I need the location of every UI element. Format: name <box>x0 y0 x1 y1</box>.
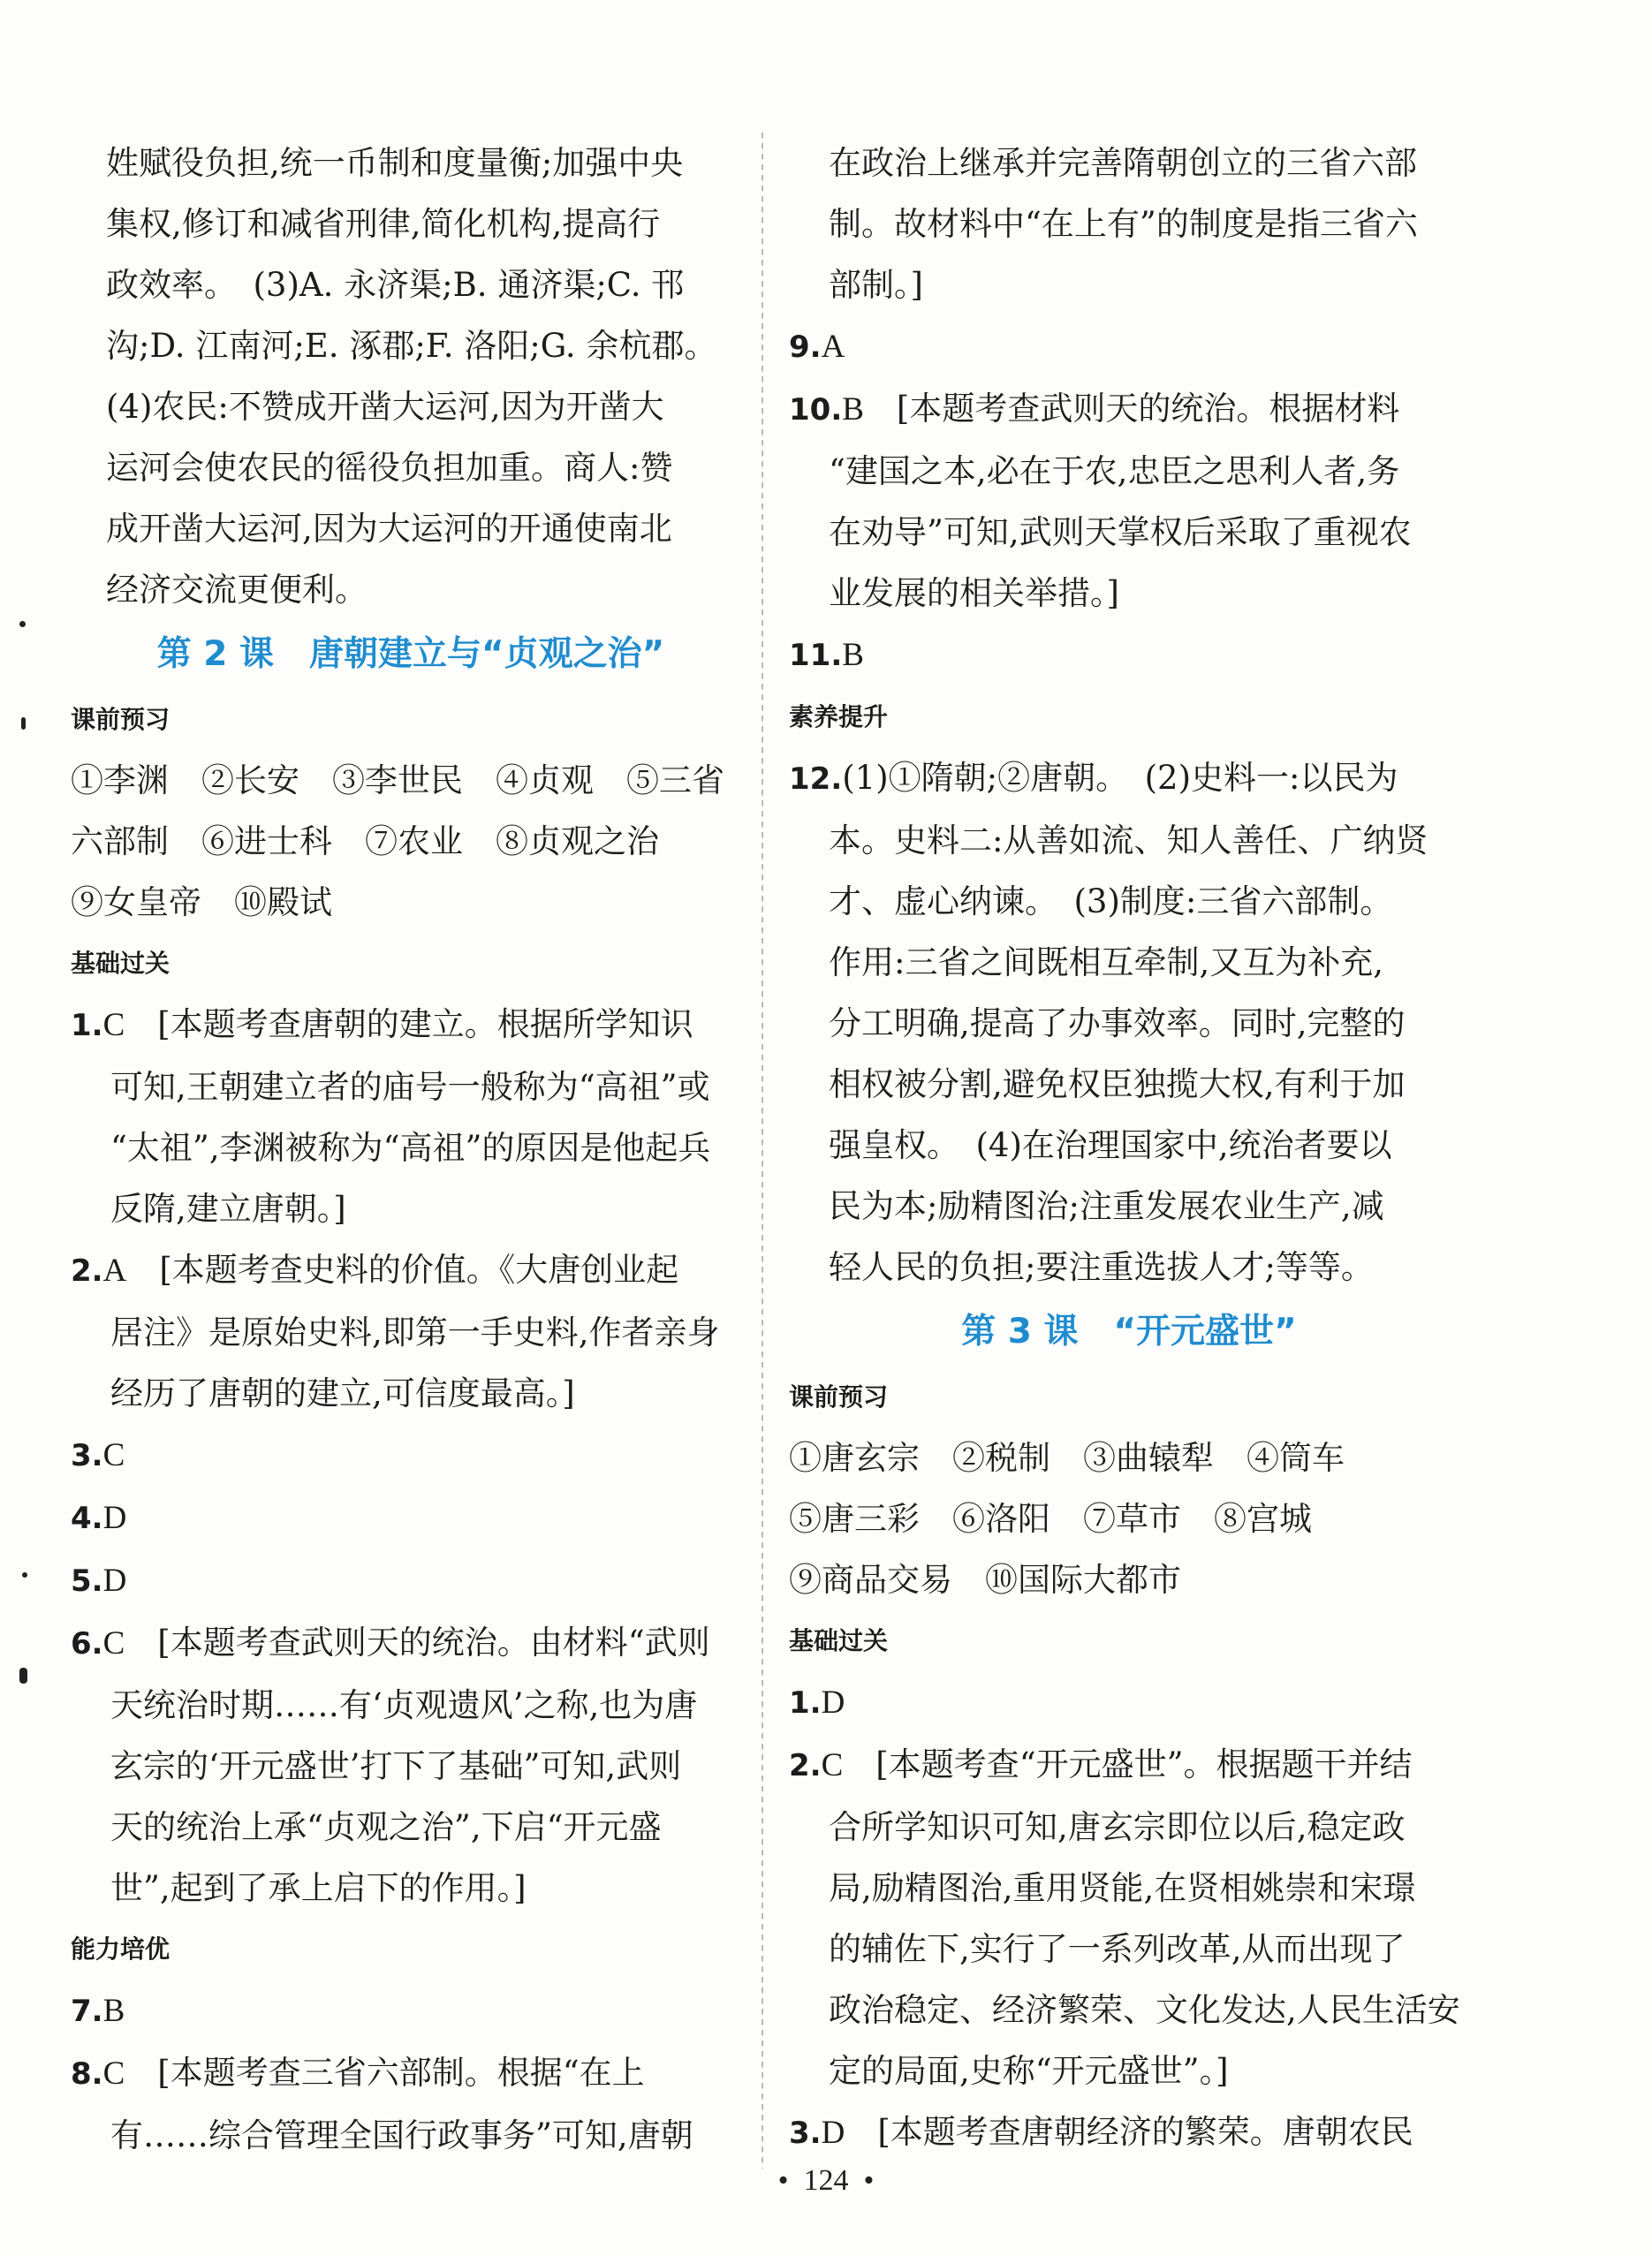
left-column <box>71 132 751 2166</box>
preview-line: 六部制 ⑥进士科 ⑦农业 ⑧贞观之治 <box>71 822 659 860</box>
column-divider <box>762 132 763 2169</box>
answer: D <box>102 1563 127 1599</box>
q-continuation-block <box>71 132 751 620</box>
lesson-number: 第 2 课 <box>156 634 275 674</box>
explanation-line: 天的统治上承“贞观之治”,下启“开元盛 <box>110 1808 662 1846</box>
question-4 <box>71 1487 751 1549</box>
explanation-line: [本题考查唐朝经济的繁荣。唐朝农民 <box>877 2113 1413 2151</box>
explanation-line: 在政治上继承并完善隋朝创立的三省六部 <box>829 144 1417 182</box>
lesson-number: 第 3 课 <box>961 1312 1079 1351</box>
question-3 <box>789 2101 1469 2164</box>
question-number: 7. <box>71 1994 103 2029</box>
explanation-line: 居注》是原始史料,即第一手史料,作者亲身 <box>110 1313 720 1351</box>
section-heading: 基础过关 <box>71 949 171 978</box>
explanation-line: 世”,起到了承上启下的作用。] <box>110 1869 527 1907</box>
question-number: 10. <box>789 392 843 428</box>
preview-line: ⑨女皇帝 ⑩殿试 <box>71 883 332 921</box>
explanation-line: 的辅佐下,实行了一系列改革,从而出现了 <box>829 1930 1406 1968</box>
text-line: 姓赋役负担,统一币制和度量衡;加强中央 <box>106 144 684 182</box>
margin-mark <box>19 1668 27 1684</box>
answer: B <box>842 391 864 428</box>
answer: B <box>842 637 864 673</box>
text-line: 集权,修订和减省刑律,简化机构,提高行 <box>106 205 661 243</box>
explanation-line: 反隋,建立唐朝。] <box>110 1190 346 1228</box>
question-number: 6. <box>71 1626 103 1662</box>
answer: D <box>102 1500 127 1536</box>
explanation-line: 定的局面,史称“开元盛世”。] <box>829 2052 1229 2090</box>
explanation-line: [本题考查武则天的统治。根据材料 <box>896 390 1400 428</box>
answer: D <box>821 2115 845 2151</box>
preview-line: ①唐玄宗 ②税制 ③曲辕犁 ④筒车 <box>789 1439 1345 1477</box>
page-number: • 124 • <box>777 2164 875 2197</box>
text-line: 政效率。 (3)A. 永济渠;B. 通济渠;C. 邗 <box>106 266 685 304</box>
explanation-line: 部制。] <box>829 266 923 304</box>
explanation-line: [本题考查三省六部制。根据“在上 <box>157 2054 645 2092</box>
explanation-line: 可知,王朝建立者的庙号一般称为“高祖”或 <box>110 1068 710 1106</box>
answer: B <box>102 1993 125 2029</box>
question-number: 1. <box>789 1685 822 1721</box>
explanation-line: 玄宗的‘开元盛世’打下了基础”可知,武则 <box>110 1747 682 1785</box>
answer: A <box>821 329 845 365</box>
answer: C <box>102 1437 125 1473</box>
question-number: 3. <box>71 1438 103 1473</box>
explanation-line: 才、虚心纳谏。 (3)制度:三省六部制。 <box>829 882 1393 920</box>
explanation-line: [本题考查武则天的统治。由材料“武则 <box>157 1624 710 1662</box>
explanation-line: 作用:三省之间既相互牵制,又互为补充, <box>829 943 1383 981</box>
page-number-value: 124 <box>803 2164 849 2197</box>
question-1 <box>71 994 751 1239</box>
explanation-line: 强皇权。 (4)在治理国家中,统治者要以 <box>829 1126 1392 1164</box>
explanation-line: “建国之本,必在于农,忠臣之思利人者,务 <box>829 452 1400 490</box>
question-number: 4. <box>71 1501 103 1536</box>
question-number: 3. <box>789 2116 822 2151</box>
section-heading: 素养提升 <box>789 702 889 731</box>
lesson-2-title <box>71 620 751 689</box>
question-number: 8. <box>71 2056 103 2092</box>
question-number: 9. <box>789 329 822 365</box>
question-12 <box>789 747 1469 1298</box>
question-number: 12. <box>789 761 843 797</box>
explanation-line: [本题考查史料的价值。《大唐创业起 <box>159 1251 679 1289</box>
answer: C <box>821 1747 844 1783</box>
lesson-name: “开元盛世” <box>1113 1312 1297 1351</box>
answer: D <box>821 1684 845 1721</box>
text-line: 运河会使农民的徭役负担加重。商人:赞 <box>106 449 673 487</box>
explanation-line: 分工明确,提高了办事效率。同时,完整的 <box>829 1004 1406 1042</box>
margin-mark <box>21 717 26 730</box>
text-line: (4)农民:不赞成开凿大运河,因为开凿大 <box>106 388 664 426</box>
explanation-line: 在劝导”可知,武则天掌权后采取了重视农 <box>829 513 1412 551</box>
answer: C <box>102 1625 125 1662</box>
explanation-line: 民为本;励精图治;注重发展农业生产,减 <box>829 1187 1384 1225</box>
margin-mark <box>19 621 26 627</box>
question-11 <box>789 624 1469 686</box>
lesson-name: 唐朝建立与“贞观之治” <box>309 634 665 674</box>
question-number: 2. <box>71 1253 103 1289</box>
explanation-line: 经历了唐朝的建立,可信度最高。] <box>110 1374 575 1412</box>
question-7 <box>71 1980 751 2042</box>
explanation-line: 合所学知识可知,唐玄宗即位以后,稳定政 <box>829 1808 1406 1846</box>
explanation-line: “太祖”,李渊被称为“高祖”的原因是他起兵 <box>110 1129 711 1167</box>
question-number: 1. <box>71 1008 103 1043</box>
preview-line: ⑨商品交易 ⑩国际大都市 <box>789 1561 1181 1599</box>
explanation-line: 相权被分割,避免权臣独揽大权,有利于加 <box>829 1065 1406 1103</box>
answer: C <box>102 1007 125 1043</box>
text-line: 沟;D. 江南河;E. 涿郡;F. 洛阳;G. 余杭郡。 <box>106 327 717 365</box>
explanation-line: 局,励精图治,重用贤能,在贤相姚崇和宋璟 <box>829 1869 1416 1907</box>
explanation-line: 有……综合管理全国行政事务”可知,唐朝 <box>110 2116 693 2154</box>
question-9 <box>789 315 1469 378</box>
section-heading: 课前预习 <box>71 705 171 734</box>
explanation-line: 政治稳定、经济繁荣、文化发达,人民生活安 <box>829 1991 1460 2029</box>
text-line: 经济交流更便利。 <box>106 571 368 609</box>
explanation-line: 天统治时期……有‘贞观遗风’之称,也为唐 <box>110 1686 698 1724</box>
explanation-line: (1)①隋朝;②唐朝。 (2)史料一:以民为 <box>842 759 1398 797</box>
answer: C <box>102 2055 125 2092</box>
preview-line: ⑤唐三彩 ⑥洛阳 ⑦草市 ⑧宫城 <box>789 1500 1312 1538</box>
question-3 <box>71 1424 751 1487</box>
right-column <box>789 132 1469 2164</box>
preview-line: ①李渊 ②长安 ③李世民 ④贞观 ⑤三省 <box>71 761 724 799</box>
explanation-line: [本题考查“开元盛世”。根据题干并结 <box>875 1745 1413 1783</box>
explanation-line: 制。故材料中“在上有”的制度是指三省六 <box>829 205 1418 243</box>
question-1 <box>789 1671 1469 1734</box>
question-8 <box>71 2042 751 2166</box>
question-2 <box>71 1239 751 1424</box>
question-8-continued <box>789 132 1469 315</box>
explanation-line: 业发展的相关举措。] <box>829 574 1119 612</box>
explanation-line: 本。史料二:从善如流、知人善任、广纳贤 <box>829 821 1428 859</box>
lesson-3-title <box>789 1298 1469 1366</box>
section-heading: 基础过关 <box>789 1626 889 1655</box>
section-heading: 能力培优 <box>71 1934 171 1964</box>
section-heading: 课前预习 <box>789 1382 889 1412</box>
answer: A <box>102 1253 127 1289</box>
explanation-line: 轻人民的负担;要注重选拔人才;等等。 <box>829 1248 1374 1286</box>
question-number: 2. <box>789 1748 822 1783</box>
question-5 <box>71 1549 751 1612</box>
question-2 <box>789 1734 1469 2101</box>
explanation-line: [本题考查唐朝的建立。根据所学知识 <box>157 1005 693 1043</box>
question-6 <box>71 1612 751 1919</box>
question-number: 11. <box>789 638 843 673</box>
question-10 <box>789 378 1469 624</box>
question-number: 5. <box>71 1563 103 1599</box>
text-line: 成开凿大运河,因为大运河的开通使南北 <box>106 510 672 548</box>
margin-mark <box>22 1572 27 1578</box>
